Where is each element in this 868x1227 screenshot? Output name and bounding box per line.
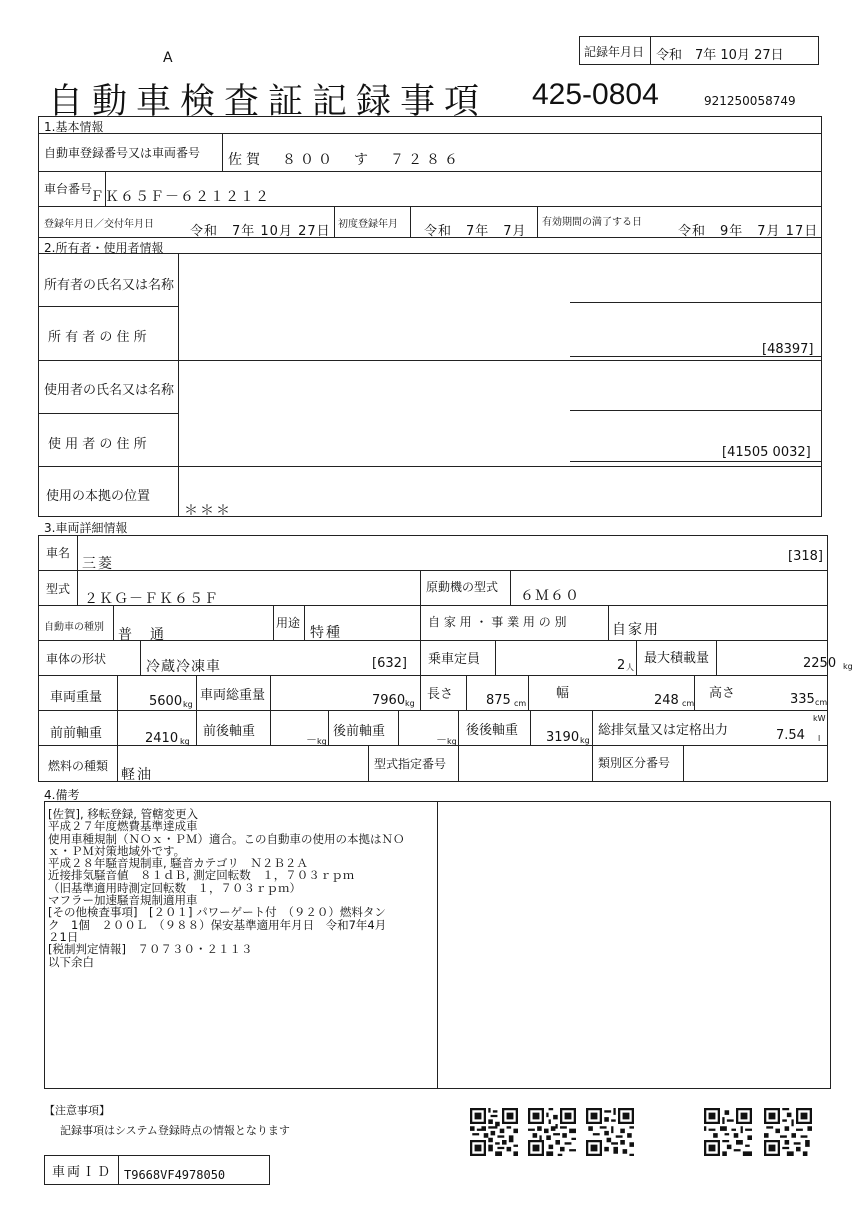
expiry-label: 有効期間の満了する日 (542, 217, 642, 228)
owner-address-label: 所 有 者 の 住 所 (48, 330, 147, 345)
base-location-value: ＊＊＊ (184, 503, 232, 519)
weight-label: 車両重量 (50, 690, 103, 705)
height-unit: cm (815, 698, 828, 707)
document-number: 425-0804 (532, 78, 659, 111)
body-label: 車体の形状 (46, 652, 107, 666)
gross-value: 7960 (372, 693, 406, 708)
class-number-label: 類別区分番号 (598, 756, 671, 770)
engine-value: ６Ｍ６０ (520, 588, 580, 604)
gross-unit: kg (405, 699, 415, 708)
front-front-axle-unit: kg (180, 737, 190, 746)
front-front-axle-value: 2410 (145, 731, 179, 746)
kind-label: 自動車の種別 (44, 622, 104, 633)
weight-unit: kg (183, 700, 193, 709)
rear-rear-axle-value: 3190 (546, 730, 580, 745)
first-reg-label: 初度登録年月 (338, 219, 398, 230)
private-label: 自 家 用 ・ 事 業 用 の 別 (428, 615, 567, 629)
owner-address-code: [48397] (762, 342, 814, 357)
length-value: 875 (486, 693, 511, 708)
qr-code-icon (764, 1108, 812, 1156)
private-value: 自家用 (612, 622, 660, 638)
capacity-label: 乗車定員 (428, 652, 481, 667)
use-label: 用途 (276, 616, 301, 630)
maxload-unit: kg (843, 662, 853, 671)
reg-number-value: 佐賀 ８００ す ７２８６ (228, 152, 462, 168)
kind-value: 普 通 (118, 627, 166, 643)
length-unit: cm (514, 699, 527, 708)
weight-value: 5600 (149, 694, 183, 709)
user-address-code: [41505 0032] (722, 445, 811, 460)
section4-heading: 4.備考 (44, 788, 80, 802)
rear-rear-axle-unit: kg (580, 736, 590, 745)
rear-rear-axle-label: 後後軸重 (466, 723, 519, 738)
rear-front-axle-value: － (436, 733, 447, 746)
type-number-label: 型式指定番号 (374, 757, 447, 771)
make-code: [318] (788, 549, 823, 564)
displacement-label: 総排気量又は定格出力 (598, 723, 729, 738)
chassis-value: ＦＫ６５Ｆ－６２１２１２ (90, 189, 270, 205)
make-value: 三菱 (82, 556, 114, 572)
form-frame (38, 116, 822, 517)
front-rear-axle-unit: kg (317, 737, 327, 746)
displacement-unit-kw: kW (813, 714, 826, 723)
length-label: 長さ (427, 687, 454, 702)
record-date-value: 令和 7年 10月 27日 (656, 48, 784, 63)
displacement-unit-l: l (818, 734, 821, 743)
gross-label: 車両総重量 (200, 688, 266, 703)
qr-code-icon (704, 1108, 752, 1156)
vehicle-id-label: 車両ＩＤ (52, 1165, 113, 1180)
expiry-value: 令和 9年 7月 17日 (678, 224, 819, 239)
model-value: ２ＫＧ－ＦＫ６５Ｆ (84, 591, 219, 607)
rear-front-axle-unit: kg (447, 737, 457, 746)
front-front-axle-label: 前前軸重 (50, 726, 103, 741)
height-label: 高さ (709, 686, 736, 701)
first-reg-value: 令和 7年 7月 (424, 224, 527, 239)
maxload-value: 2250 (803, 656, 837, 671)
capacity-unit: 人 (626, 663, 634, 672)
caution-text: 記録事項はシステム登録時点の情報となります (60, 1124, 290, 1137)
reg-date-value: 令和 7年 10月 27日 (190, 224, 331, 239)
maxload-label: 最大積載量 (644, 651, 710, 666)
qr-code-icon (470, 1108, 518, 1156)
use-value: 特種 (310, 625, 342, 641)
fuel-label: 燃料の種類 (48, 759, 109, 773)
owner-name-label: 所有者の氏名又は名称 (44, 278, 175, 293)
record-date-label: 記録年月日 (584, 45, 645, 59)
notes-text: [佐賀], 移転登録, 管轄変更入 平成２７年度燃費基準達成車 使用車種規制（ＮＯｘ・ＰＭ）適合。この自動車の使用の本拠はＮＯ ｘ・ＰＭ対策地域外です。 平成２８年騒音規制車, 騒音カテゴリ Ｎ２Ｂ２Ａ 近接排気騒音値 ８１ｄＢ, 測定回転数 １，７０３ｒｐｍ （旧基準適用時測定回転数 １，７０３ｒｐｍ） マフラー加速騒音規制適用車 [その他検査事項] [２０１] パワーゲート付 （９２０）燃料タン ク 1個 ２００Ｌ （９８８）保安基準適用年月日 令和7年4月 ２1日 [税制判定情報] ７０７３０・２１１３ 以下余白 (48, 807, 405, 969)
caution-heading: 【注意事項】 (44, 1104, 110, 1117)
user-name-label: 使用者の氏名又は名称 (44, 383, 175, 398)
reg-date-label: 登録年月日／交付年月日 (44, 219, 154, 230)
chassis-label: 車台番号 (44, 182, 93, 196)
reg-number-label: 自動車登録番号又は車両番号 (44, 146, 201, 160)
user-address-label: 使 用 者 の 住 所 (48, 437, 147, 452)
width-value: 248 (654, 693, 679, 708)
width-unit: cm (682, 699, 695, 708)
rear-front-axle-label: 後前軸重 (333, 724, 386, 739)
width-label: 幅 (556, 686, 570, 701)
capacity-value: 2 (617, 658, 626, 673)
serial-number: 921250058749 (704, 94, 796, 108)
vehicle-id-value: T9668VF4978050 (124, 1168, 226, 1182)
body-value: 冷蔵冷凍車 (146, 659, 221, 675)
document-mark: A (163, 50, 173, 66)
fuel-value: 軽油 (121, 767, 153, 783)
height-value: 335 (790, 692, 815, 707)
body-code: [632] (372, 656, 407, 671)
displacement-value: 7.54 (776, 728, 805, 743)
section1-heading: 1.基本情報 (44, 120, 104, 134)
document-title: 自動車検査証記録事項 (48, 82, 489, 122)
front-rear-axle-value: － (306, 733, 317, 746)
section3-heading: 3.車両詳細情報 (44, 521, 128, 535)
make-label: 車名 (46, 546, 71, 560)
engine-label: 原動機の型式 (426, 580, 499, 594)
qr-code-icon (586, 1108, 634, 1156)
front-rear-axle-label: 前後軸重 (203, 724, 256, 739)
model-label: 型式 (46, 582, 71, 596)
base-location-label: 使用の本拠の位置 (46, 489, 151, 504)
section2-heading: 2.所有者・使用者情報 (44, 241, 164, 255)
qr-code-icon (528, 1108, 576, 1156)
